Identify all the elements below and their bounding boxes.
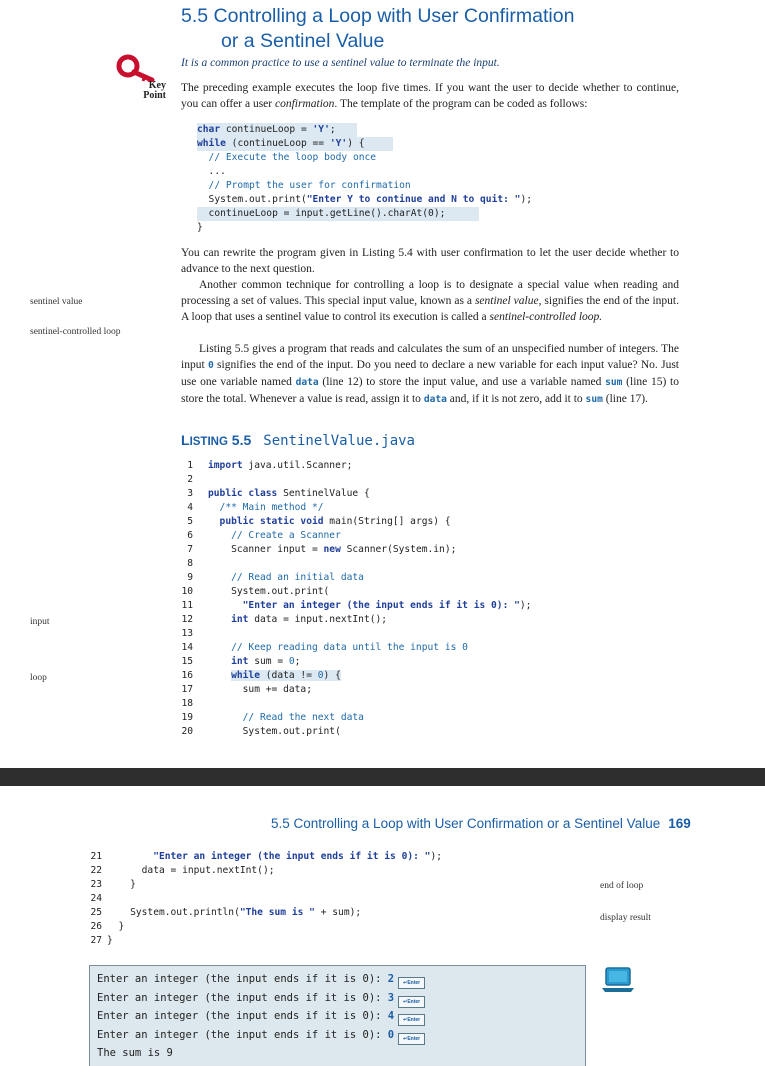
code-text: data = input.nextInt(); (107, 865, 275, 876)
para3-text-a: Another common technique for controlling a loop is to designate a special value when reading and processing a set of values. This special input value, known as a (181, 279, 679, 307)
code-line (107, 935, 113, 946)
console-user-input: 0 (387, 1028, 395, 1041)
margin-note-loop: loop (30, 673, 47, 683)
code-text: continueLoop = (220, 124, 313, 135)
para3-emphasis-1: sentinel value (474, 295, 539, 307)
console-prompt: Enter an integer (the input ends if it is 0): (97, 991, 388, 1004)
line-number: 25 (90, 907, 102, 918)
running-head-text: 5.5 Controlling a Loop with User Confirmation or a Sentinel Value (271, 816, 661, 831)
para4-text-a: Listing 5.5 gives a program that reads and calculates the sum of an unspecified number of integers. The input (181, 343, 679, 371)
line-number: 14 (181, 642, 193, 653)
code-text: ); (519, 600, 532, 611)
code-string: 'Y' (329, 138, 348, 149)
line-number: 1 (187, 460, 193, 471)
code-line (208, 726, 341, 737)
code-text: } (107, 935, 113, 946)
template-code-line (197, 151, 376, 165)
key-point-icon (112, 52, 174, 108)
section-title-line-2: or a Sentinel Value (221, 30, 385, 52)
page-number: 169 (668, 816, 691, 831)
code-line (208, 488, 370, 499)
console-line (97, 992, 425, 1008)
code-comment: // Execute the loop body once (197, 152, 377, 163)
running-head (271, 816, 691, 831)
code-string: "Enter an integer (the input ends if it is 0): " (208, 600, 520, 611)
template-code-block (197, 123, 532, 235)
code-line (208, 530, 341, 541)
line-number: 26 (90, 921, 102, 932)
line-number: 3 (187, 488, 193, 499)
para4-text-e: and, if it is not zero, add it to (446, 393, 586, 405)
para4-text-b: signifies the end of the input. Do you need to declare a new variable for each input value? No. Just use one variable named (181, 359, 679, 388)
code-comment: // Create a Scanner (208, 530, 341, 541)
code-text: System.out.print( (208, 726, 341, 737)
enter-key-icon: ↵Enter (398, 1014, 425, 1026)
template-code-line (197, 165, 226, 179)
para1-text-a: The preceding example executes the loop five times. If you want the user to decide whether to continue, you can offer a user (181, 82, 679, 110)
line-number: 5 (187, 516, 193, 527)
line-number: 23 (90, 879, 102, 890)
code-line (208, 600, 531, 611)
line-number: 10 (181, 586, 193, 597)
code-text: ; (329, 124, 336, 135)
code-text: main(String[] args) { (323, 516, 451, 527)
listing-label (181, 432, 251, 448)
para1-text-b: . The template of the program can be coded as follows: (334, 98, 588, 110)
code-text: System.out.print( (208, 586, 330, 597)
code-line (208, 502, 324, 513)
listing-filename: SentinelValue.java (263, 433, 415, 449)
code-text: ) { (347, 138, 365, 149)
console-prompt: Enter an integer (the input ends if it is 0): (97, 1010, 388, 1022)
line-number: 18 (181, 698, 193, 709)
code-comment: // Read an initial data (208, 572, 364, 583)
para4-text-d: (line 15) to store the total. Whenever a value is read, assign it to (181, 376, 679, 405)
line-number: 16 (181, 670, 193, 681)
enter-key-icon: ↵Enter (398, 996, 425, 1008)
line-number: 21 (90, 851, 102, 862)
console-line (97, 1029, 425, 1045)
line-number: 8 (187, 558, 193, 569)
line-number: 27 (90, 935, 102, 946)
code-text: (continueLoop == (225, 138, 330, 149)
code-line (208, 670, 341, 681)
code-text: Scanner input = (208, 544, 324, 555)
line-number: 7 (187, 544, 193, 555)
template-code-line (197, 207, 479, 221)
code-string: "Enter an integer (the input ends if it is 0): " (107, 851, 431, 862)
code-text: } (107, 921, 125, 932)
line-number: 17 (181, 684, 193, 695)
console-prompt: Enter an integer (the input ends if it is 0): (97, 1028, 388, 1041)
para4-code-sum: sum (605, 377, 623, 388)
margin-note-input: input (30, 617, 50, 627)
margin-note-sentinel-controlled-loop: sentinel-controlled loop (30, 327, 121, 337)
code-line (107, 879, 136, 890)
enter-key-icon: ↵Enter (398, 977, 425, 989)
code-comment: // Keep reading data until the input is 0 (208, 642, 468, 653)
key-point-label-point: Point (143, 90, 166, 101)
template-code-line (197, 137, 393, 151)
para4-code-sum-2: sum (585, 394, 603, 405)
para4-text-c: (line 12) to store the input value, and use a variable named (318, 376, 606, 388)
line-number: 2 (187, 474, 193, 485)
line-number: 11 (181, 600, 193, 611)
console-line (97, 973, 425, 989)
code-keyword: import (208, 460, 243, 471)
code-text: ) { (323, 670, 341, 681)
code-keyword: public class (208, 488, 278, 499)
key-point-label-key: Key (148, 80, 166, 91)
code-text: Scanner(System.in); (340, 544, 457, 555)
code-text: data = input.nextInt(); (248, 614, 388, 625)
code-keyword: char (197, 124, 221, 135)
console-line (97, 1010, 425, 1026)
code-text: ; (294, 656, 301, 667)
page-break (0, 768, 765, 786)
code-text: System.out.println( (107, 907, 240, 918)
line-number: 4 (187, 502, 193, 513)
para4-code-data-2: data (423, 394, 447, 405)
section-title (181, 4, 661, 54)
code-line (208, 544, 456, 555)
margin-note-display-result: display result (600, 913, 651, 923)
code-text: java.util.Scanner; (242, 460, 353, 471)
code-line (107, 921, 124, 932)
code-keyword: while (197, 138, 226, 149)
margin-note-end-of-loop: end of loop (600, 881, 644, 891)
para4-code-zero: 0 (207, 360, 214, 371)
code-line (208, 642, 468, 653)
code-comment: // Prompt the user for confirmation (197, 180, 411, 191)
line-number: 9 (187, 572, 193, 583)
template-code-line (197, 193, 532, 207)
line-number: 13 (181, 628, 193, 639)
code-keyword: public static void (208, 516, 324, 527)
console-output (89, 965, 586, 1066)
line-number: 15 (181, 656, 193, 667)
code-text: } (197, 222, 203, 233)
code-keyword: new (323, 544, 341, 555)
code-line (208, 656, 300, 667)
line-number: 12 (181, 614, 193, 625)
paragraph-confirmation (181, 80, 679, 112)
code-comment: /** Main method */ (208, 502, 324, 513)
code-text: + sum); (314, 907, 362, 918)
margin-note-sentinel-value: sentinel value (30, 297, 83, 307)
key-point-intro: It is a common practice to use a sentinel value to terminate the input. (181, 57, 500, 69)
code-line (208, 586, 329, 597)
code-line (208, 712, 364, 723)
code-text: sum += data; (208, 684, 312, 695)
code-line (208, 614, 387, 625)
para3-emphasis-2: sentinel-controlled loop. (489, 311, 603, 323)
enter-key-icon: ↵Enter (398, 1033, 425, 1045)
listing-title (181, 432, 415, 449)
line-number: 20 (181, 726, 193, 737)
code-indent (208, 670, 231, 681)
textbook-page-2 (0, 786, 765, 1066)
console-user-input: 3 (387, 991, 395, 1004)
code-text: continueLoop = input.getLine().charAt(0); (197, 208, 446, 219)
para3-text-b: , signifies the end of the input. A loop that uses a sentinel value to control its execution is called a (181, 295, 679, 323)
paragraph-rewrite (181, 245, 679, 277)
code-text: System.out.print( (197, 194, 307, 205)
code-line (208, 572, 364, 583)
code-keyword: while (231, 670, 260, 681)
laptop-icon (601, 967, 635, 993)
line-number: 6 (187, 530, 193, 541)
code-keyword: int (208, 614, 249, 625)
para2-text: You can rewrite the program given in Listing 5.4 with user confirmation to let the user decide whether to advance to the next question. (181, 247, 679, 275)
code-string: "Enter Y to continue and N to quit: " (306, 194, 521, 205)
line-number: 19 (181, 712, 193, 723)
code-text: SentinelValue { (277, 488, 370, 499)
listing-label-rest: ISTING (189, 436, 228, 448)
code-line (107, 851, 442, 862)
code-line (208, 516, 451, 527)
paragraph-listing-description (181, 341, 679, 408)
code-literal: 0 (317, 670, 324, 681)
section-title-line-1: 5.5 Controlling a Loop with User Confirmation (181, 5, 575, 27)
template-code-line (197, 221, 203, 235)
code-text: ... (197, 166, 226, 177)
code-literal: 0 (288, 656, 295, 667)
code-string: "The sum is " (239, 907, 315, 918)
code-string: 'Y' (312, 124, 330, 135)
code-text: ); (520, 194, 533, 205)
console-result: The sum is 9 (97, 1047, 173, 1059)
console-prompt: Enter an integer (the input ends if it is 0): (97, 973, 388, 985)
code-line (208, 684, 312, 695)
console-user-input: 4 (387, 1010, 395, 1022)
para1-emphasis: confirmation (274, 98, 335, 110)
code-text: ); (430, 851, 443, 862)
template-code-line (197, 123, 357, 137)
listing-number: 5.5 (231, 432, 252, 448)
code-keyword: int (208, 656, 249, 667)
line-number: 22 (90, 865, 102, 876)
code-text: (data != (260, 670, 318, 681)
listing-label-initial: L (181, 432, 190, 448)
console-user-input: 2 (387, 973, 395, 985)
para4-code-data: data (295, 377, 319, 388)
code-text: sum = (248, 656, 289, 667)
code-comment: // Read the next data (208, 712, 364, 723)
para4-text-f: (line 17). (602, 393, 648, 405)
code-line (107, 907, 361, 918)
template-code-line (197, 179, 411, 193)
code-text: } (107, 879, 136, 890)
code-line (208, 460, 352, 471)
line-number: 24 (90, 893, 102, 904)
code-line (107, 865, 275, 876)
paragraph-sentinel (181, 277, 679, 325)
